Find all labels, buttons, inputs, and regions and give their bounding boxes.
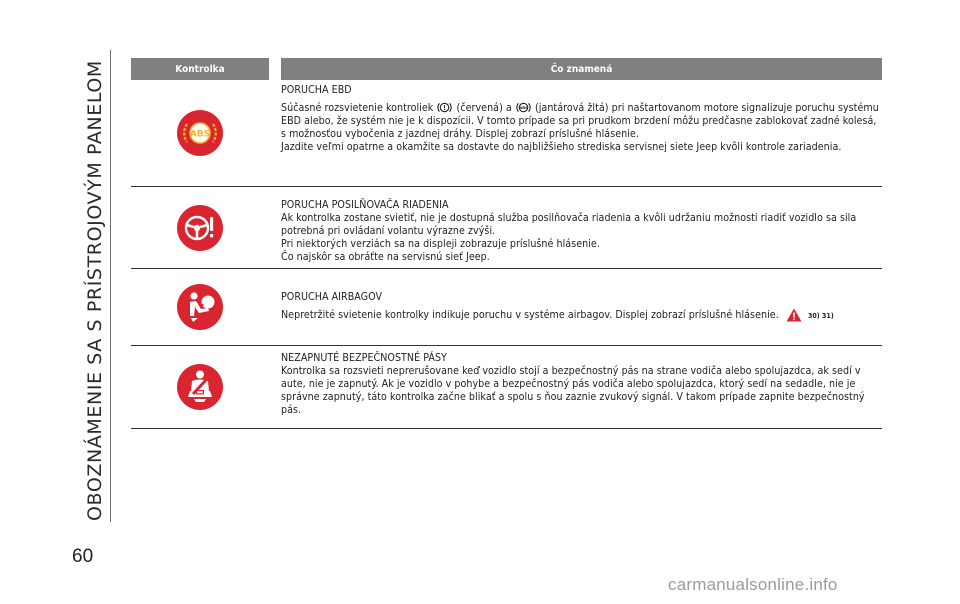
table-row-airbag [131, 269, 882, 346]
table-row-ebd [131, 80, 882, 187]
ebd-text-part3: (jantárová žltá) pri naštartovanom motore signalizuje poruchu systému EBD alebo, že systém nie je k dispozícii. V tomto prípade sa pri prudkom brzdení môžu predčasne zablokovať zadné kolesá, s možnosťou vybočenia z jazdnej dráhy. Displej zobrazí príslušné hlásenie. [281, 102, 879, 140]
seatbelt-text: Kontrolka sa rozsvieti neprerušovane keď vozidlo stojí a bezpečnostný pás na strane vodiča alebo spolujazdca, ak sedí v aute, nie je zapnutý. Ak je vozidlo v pohybe a bezpečnostný pás vodiča alebo spolujazdca, ktorý sedí na sedadle, nie je správne zapnutý, táto kontrolka začne blikať a spolu s ňou zaznie zvukový signál. V takom prípade zapnite bezpečnostný pás. [281, 365, 865, 416]
svg-text:ABS: ABS [519, 106, 528, 110]
watermark: carmanualsonline.info [668, 575, 838, 594]
note-references: 30) 31) [807, 312, 834, 320]
ebd-text-part1: Súčasné rozsvietenie kontroliek [281, 102, 434, 114]
row-title-ebd: PORUCHA EBD [281, 84, 352, 96]
header-kontrolka: Kontrolka [131, 58, 269, 80]
abs-small-icon [516, 101, 531, 114]
brake-warning-icon [437, 101, 452, 114]
ebd-text-advice: Jazdite veľmi opatrne a okamžite sa dostavte do najbližšieho strediska servisnej siete Jeep kvôli kontrole zariadenia. [281, 141, 842, 153]
power-steering-warning-icon [176, 204, 224, 252]
ebd-text-part2: (červená) a [456, 102, 512, 114]
row-title-airbag: PORUCHA AIRBAGOV [281, 291, 383, 303]
abs-warning-icon [176, 109, 224, 157]
header-co-znamena: Čo znamená [281, 58, 882, 80]
table-header [131, 58, 882, 80]
table-row-seatbelt [131, 346, 882, 429]
table-row-power-steering [131, 187, 882, 269]
airbag-warning-icon [176, 283, 224, 331]
svg-text:ABS: ABS [189, 129, 211, 140]
section-title: OBOZNÁMENIE SA S PRÍSTROJOVÝM PANELOM [84, 60, 106, 521]
page-number: 60 [72, 546, 94, 567]
row-title-seatbelt: NEZAPNUTÉ BEZPEČNOSTNÉ PÁSY [281, 352, 447, 364]
seatbelt-warning-icon [176, 363, 224, 411]
power-steering-text-1: Ak kontrolka zostane svietiť, nie je dostupná služba posilňovača riadenia a kvôli udržaniu možnosti riadiť vozidlo sa sila potrebná pri ovládaní volantu výrazne zvýši. [281, 212, 857, 237]
caution-triangle-icon [786, 308, 802, 322]
power-steering-text-2: Pri niektorých verziách sa na displeji zobrazuje príslušné hlásenie. [281, 238, 600, 250]
row-title-power-steering: PORUCHA POSILŇOVAČA RIADENIA [281, 199, 449, 211]
power-steering-text-3: Čo najskôr sa obráťte na servisnú sieť Jeep. [281, 251, 490, 263]
warning-lights-table [131, 58, 882, 429]
airbag-text: Nepretržité svietenie kontrolky indikuje poruchu v systéme airbagov. Displej zobrazí príslušné hlásenie. [281, 309, 779, 321]
sidebar-divider [110, 50, 111, 522]
